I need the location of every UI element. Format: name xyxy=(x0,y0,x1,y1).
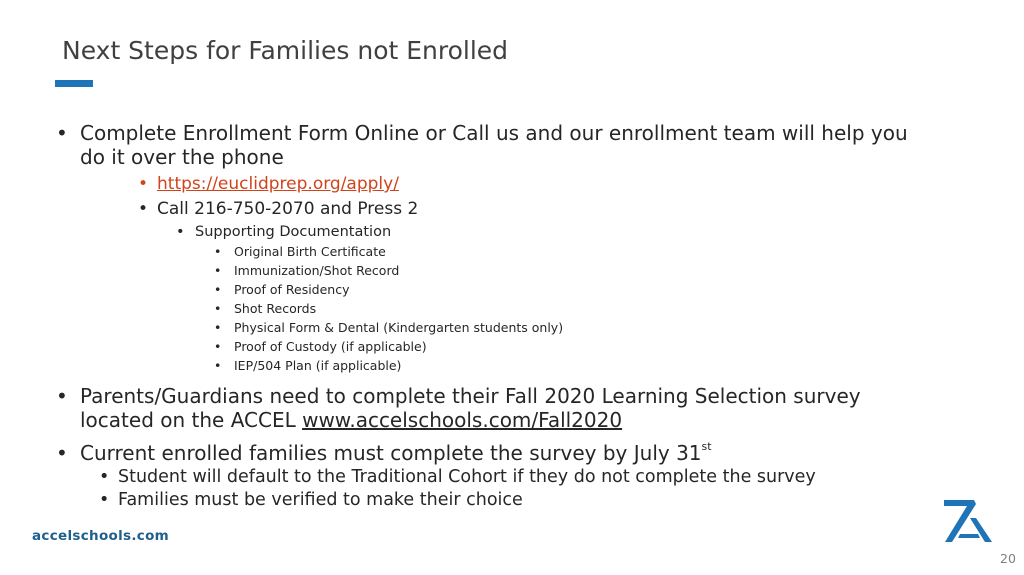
page-number: 20 xyxy=(1000,551,1016,566)
bullet-enrollment xyxy=(56,121,908,145)
bullet-text: do it over the phone xyxy=(80,145,284,169)
bullet-dot: • xyxy=(99,490,110,510)
bullet-dot: • xyxy=(214,320,222,335)
bullet-text: Complete Enrollment Form Online or Call us and our enrollment team will help you xyxy=(80,121,908,145)
bullet-dot: • xyxy=(214,301,222,316)
bullet-dot: • xyxy=(214,339,222,354)
bullet-survey-continued xyxy=(80,408,622,432)
bullet-dot: • xyxy=(99,467,110,487)
fall2020-link[interactable]: www.accelschools.com/Fall2020 xyxy=(302,408,623,432)
doc-text: Immunization/Shot Record xyxy=(234,263,400,278)
bullet-dot: • xyxy=(214,358,222,373)
doc-text: Physical Form & Dental (Kindergarten students only) xyxy=(234,320,564,335)
bullet-dot: • xyxy=(56,121,68,145)
doc-item xyxy=(214,320,564,336)
apply-link[interactable]: https://euclidprep.org/apply/ xyxy=(157,174,399,194)
bullet-deadline xyxy=(56,440,712,465)
bullet-text: located on the ACCEL xyxy=(80,408,303,432)
doc-item xyxy=(214,282,350,298)
doc-item xyxy=(214,263,400,279)
doc-item xyxy=(214,244,386,260)
bullet-dot: • xyxy=(214,263,222,278)
slide-title: Next Steps for Families not Enrolled xyxy=(62,36,509,65)
bullet-dot: • xyxy=(56,441,68,465)
bullet-dot: • xyxy=(214,282,222,297)
doc-item xyxy=(214,301,317,317)
sub-bullet-verified xyxy=(99,490,523,510)
bullet-enrollment-continued xyxy=(80,145,284,169)
sub-bullet-apply-link xyxy=(138,174,399,194)
bullet-text: Current enrolled families must complete the survey by July 31 xyxy=(80,441,702,465)
doc-text: IEP/504 Plan (if applicable) xyxy=(234,358,402,373)
doc-text: Proof of Residency xyxy=(234,282,350,297)
sub-bullet-call xyxy=(138,199,419,219)
doc-item xyxy=(214,339,427,355)
sub-bullet-default xyxy=(99,467,816,487)
bullet-text: Call 216-750-2070 and Press 2 xyxy=(157,199,419,219)
bullet-survey xyxy=(56,384,861,408)
doc-text: Shot Records xyxy=(234,301,317,316)
footer-website: accelschools.com xyxy=(32,528,170,544)
bullet-text: Parents/Guardians need to complete their Fall 2020 Learning Selection survey xyxy=(80,384,861,408)
bullet-dot: • xyxy=(56,384,68,408)
bullet-text: Supporting Documentation xyxy=(195,224,392,240)
bullet-dot: • xyxy=(138,199,149,219)
doc-text: Original Birth Certificate xyxy=(234,244,386,259)
bullet-text: Families must be verified to make their choice xyxy=(118,490,523,510)
bullet-dot: • xyxy=(138,174,149,194)
doc-item xyxy=(214,358,402,374)
ordinal-suffix: st xyxy=(701,440,712,454)
sub-bullet-docs xyxy=(176,223,392,241)
accel-logo-icon xyxy=(940,498,994,544)
bullet-text: Student will default to the Traditional Cohort if they do not complete the survey xyxy=(118,467,816,487)
doc-text: Proof of Custody (if applicable) xyxy=(234,339,427,354)
bullet-dot: • xyxy=(176,224,185,240)
bullet-dot: • xyxy=(214,244,222,259)
